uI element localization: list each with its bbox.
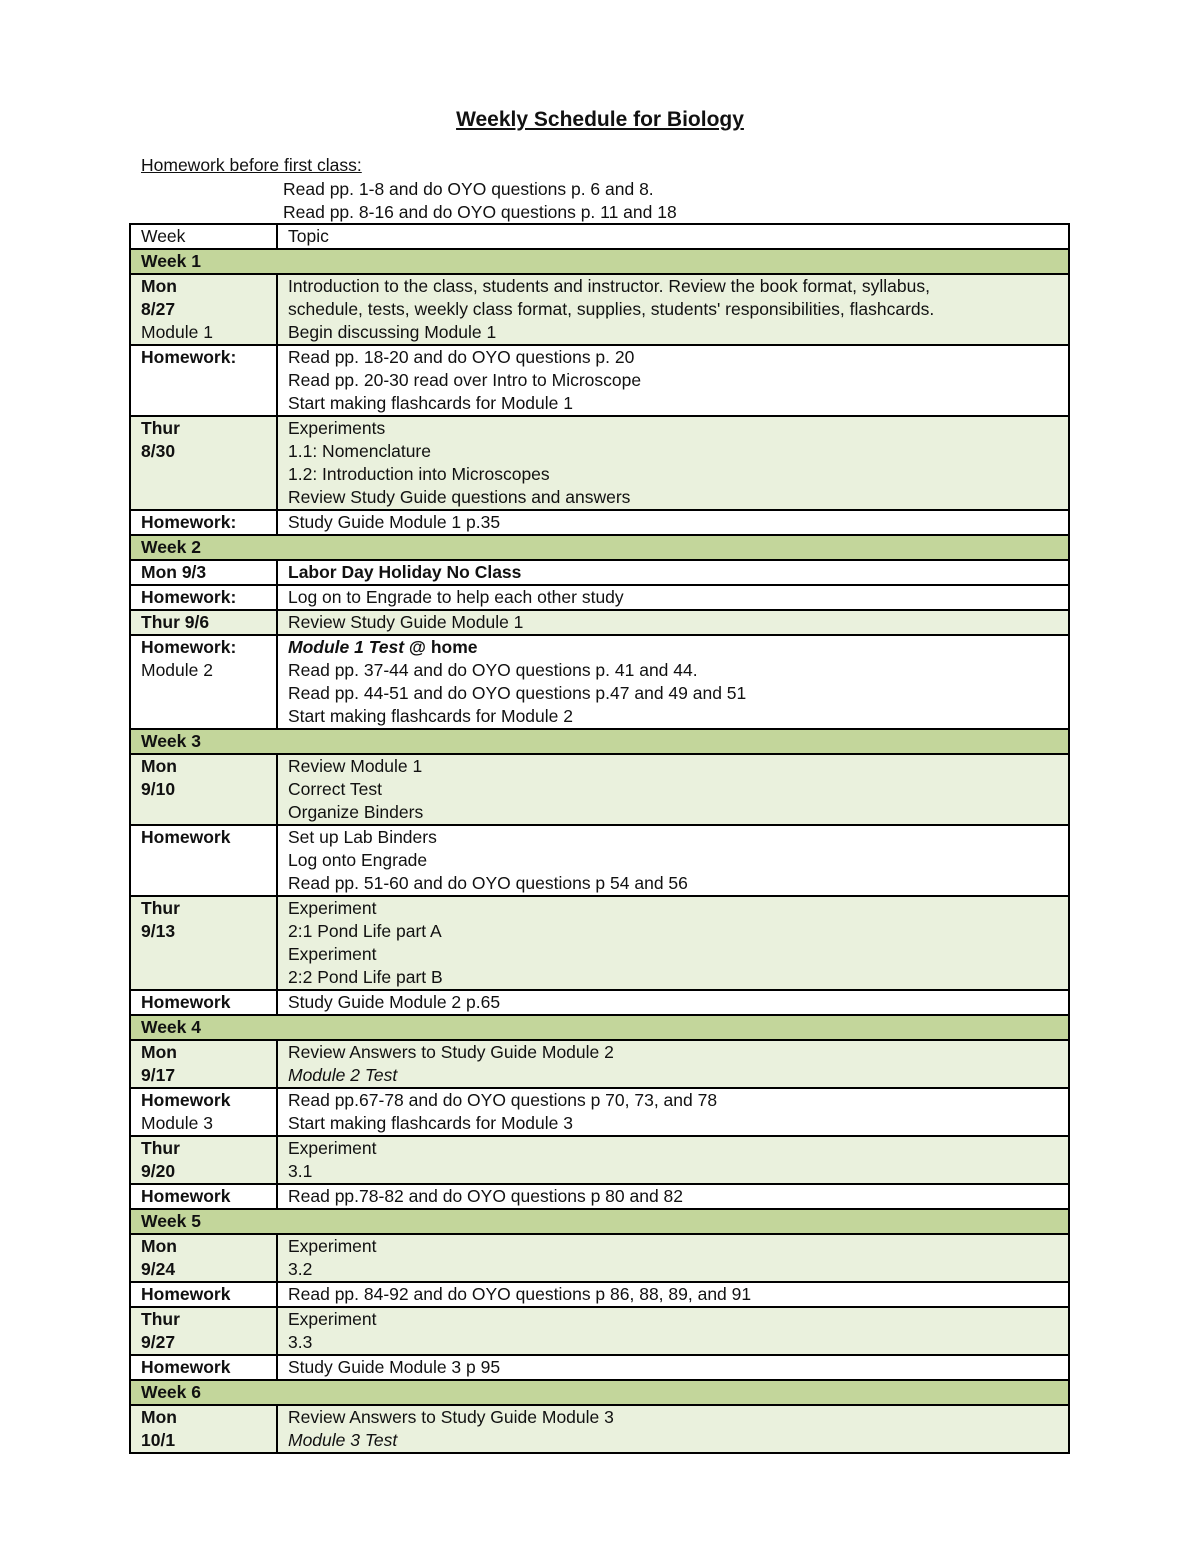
topic-cell-line: Experiment [288, 1138, 377, 1158]
day-cell-line: Mon [141, 1407, 177, 1427]
day-cell-line: Thur 9/6 [141, 612, 210, 632]
day-cell [130, 754, 277, 825]
topic-cell-line: schedule, tests, weekly class format, supplies, students' responsibilities, flashcards. [288, 299, 935, 319]
header-week: Week [130, 224, 277, 249]
day-cell-line: 9/20 [141, 1161, 176, 1181]
day-cell [130, 825, 277, 896]
week-label: Week 5 [130, 1209, 1069, 1234]
topic-cell [277, 1136, 1069, 1184]
week-label: Week 6 [130, 1380, 1069, 1405]
topic-cell-line: Log on to Engrade to help each other study [288, 587, 624, 607]
day-cell-line: Thur [141, 418, 180, 438]
week-label: Week 1 [130, 249, 1069, 274]
day-cell [130, 510, 277, 535]
topic-cell [277, 1282, 1069, 1307]
topic-cell-line: 2:1 Pond Life part A [288, 921, 442, 941]
week-header-row [130, 249, 1069, 274]
topic-cell-line: Set up Lab Binders [288, 827, 437, 847]
day-cell [130, 416, 277, 510]
table-row [130, 560, 1069, 585]
topic-cell [277, 510, 1069, 535]
topic-cell [277, 1234, 1069, 1282]
topic-cell-line: Introduction to the class, students and instructor. Review the book format, syllabus, [288, 276, 930, 296]
day-cell-line: Homework: [141, 637, 237, 657]
day-cell-line: 9/10 [141, 779, 176, 799]
day-cell [130, 610, 277, 635]
day-cell [130, 1040, 277, 1088]
day-cell-line: 9/17 [141, 1065, 176, 1085]
pre-homework-heading: Homework before first class: [141, 155, 362, 175]
day-cell [130, 1307, 277, 1355]
topic-cell-line: Log onto Engrade [288, 850, 428, 870]
topic-cell [277, 896, 1069, 990]
topic-cell-line: Read pp. 20-30 read over Intro to Microscope [288, 370, 642, 390]
topic-cell [277, 635, 1069, 729]
day-cell [130, 896, 277, 990]
topic-cell [277, 274, 1069, 345]
topic-cell [277, 754, 1069, 825]
pre-homework-lines [283, 178, 677, 224]
topic-cell-line: Read pp. 44-51 and do OYO questions p.47 and 49 and 51 [288, 683, 747, 703]
day-cell-line: Module 2 [141, 660, 213, 680]
pre-homework-line: Read pp. 1-8 and do OYO questions p. 6 and 8. [283, 179, 654, 199]
day-cell-line: Homework [141, 1090, 231, 1110]
table-row [130, 1234, 1069, 1282]
day-cell-line: Thur [141, 1309, 180, 1329]
topic-cell [277, 345, 1069, 416]
topic-cell-line: Experiment [288, 1236, 377, 1256]
week-header-row [130, 1380, 1069, 1405]
topic-cell-line: 1.1: Nomenclature [288, 441, 431, 461]
topic-cell-line: Module 3 Test [288, 1430, 398, 1450]
table-row [130, 1355, 1069, 1380]
topic-cell-line: Review Answers to Study Guide Module 2 [288, 1042, 614, 1062]
topic-cell [277, 416, 1069, 510]
week-label: Week 3 [130, 729, 1069, 754]
table-row [130, 1405, 1069, 1453]
topic-cell-line: Labor Day Holiday No Class [288, 562, 522, 582]
day-cell-line: Homework [141, 1186, 231, 1206]
day-cell [130, 1234, 277, 1282]
table-row [130, 585, 1069, 610]
table-row [130, 274, 1069, 345]
table-row [130, 1088, 1069, 1136]
topic-cell [277, 1355, 1069, 1380]
table-row [130, 610, 1069, 635]
day-cell-line: Homework [141, 1284, 231, 1304]
test-location: @ home [404, 637, 478, 657]
week-header-row [130, 535, 1069, 560]
day-cell-line: 8/30 [141, 441, 176, 461]
table-row [130, 825, 1069, 896]
day-cell [130, 1184, 277, 1209]
day-cell-line: Module 1 [141, 322, 213, 342]
table-row [130, 1040, 1069, 1088]
topic-cell [277, 825, 1069, 896]
topic-cell-line: Read pp.78-82 and do OYO questions p 80 and 82 [288, 1186, 684, 1206]
day-cell [130, 990, 277, 1015]
day-cell-line: Mon [141, 276, 177, 296]
topic-cell [277, 560, 1069, 585]
topic-cell-line: Study Guide Module 1 p.35 [288, 512, 501, 532]
day-cell [130, 560, 277, 585]
week-label: Week 4 [130, 1015, 1069, 1040]
day-cell [130, 274, 277, 345]
topic-cell-line: Read pp.67-78 and do OYO questions p 70, 73, and 78 [288, 1090, 718, 1110]
day-cell-line: Mon 9/3 [141, 562, 207, 582]
day-cell-line: 9/13 [141, 921, 176, 941]
day-cell [130, 585, 277, 610]
topic-cell-line: Begin discussing Module 1 [288, 322, 497, 342]
day-cell-line: 10/1 [141, 1430, 176, 1450]
topic-cell-line: Review Answers to Study Guide Module 3 [288, 1407, 614, 1427]
day-cell-line: Homework: [141, 347, 237, 367]
week-header-row [130, 1015, 1069, 1040]
topic-cell-line: Module 2 Test [288, 1065, 398, 1085]
topic-cell [277, 585, 1069, 610]
week-header-row [130, 729, 1069, 754]
topic-cell-line: Organize Binders [288, 802, 424, 822]
topic-cell-line [288, 636, 1068, 659]
day-cell-line: Mon [141, 1236, 177, 1256]
table-row [130, 416, 1069, 510]
topic-cell [277, 1088, 1069, 1136]
topic-cell-line: Read pp. 18-20 and do OYO questions p. 20 [288, 347, 635, 367]
topic-cell-line: 1.2: Introduction into Microscopes [288, 464, 550, 484]
day-cell-line: Homework [141, 992, 231, 1012]
day-cell-line: Thur [141, 898, 180, 918]
day-cell-line: Homework: [141, 512, 237, 532]
topic-cell [277, 1184, 1069, 1209]
day-cell-line: Homework [141, 1357, 231, 1377]
topic-cell-line: 3.3 [288, 1332, 313, 1352]
table-row [130, 635, 1069, 729]
day-cell-line: Homework [141, 827, 231, 847]
topic-cell-line: Experiment [288, 898, 377, 918]
day-cell-line: Mon [141, 1042, 177, 1062]
day-cell [130, 1355, 277, 1380]
table-row [130, 990, 1069, 1015]
day-cell-line: 8/27 [141, 299, 176, 319]
table-row [130, 1136, 1069, 1184]
topic-cell-line: Start making flashcards for Module 3 [288, 1113, 573, 1133]
table-row [130, 510, 1069, 535]
day-cell-line: Module 3 [141, 1113, 213, 1133]
week-header-row [130, 1209, 1069, 1234]
day-cell [130, 345, 277, 416]
topic-cell-line: Start making flashcards for Module 2 [288, 706, 573, 726]
topic-cell-line: Correct Test [288, 779, 383, 799]
table-row [130, 1282, 1069, 1307]
table-row [130, 1307, 1069, 1355]
table-row [130, 754, 1069, 825]
table-row [130, 345, 1069, 416]
day-cell [130, 1136, 277, 1184]
topic-cell-line: Review Study Guide Module 1 [288, 612, 524, 632]
day-cell [130, 1282, 277, 1307]
topic-cell-line: Read pp. 84-92 and do OYO questions p 86, 88, 89, and 91 [288, 1284, 752, 1304]
topic-cell [277, 1040, 1069, 1088]
pre-homework-line: Read pp. 8-16 and do OYO questions p. 11 and 18 [283, 202, 677, 222]
topic-cell [277, 1307, 1069, 1355]
topic-cell-line: Read pp. 51-60 and do OYO questions p 54 and 56 [288, 873, 688, 893]
day-cell-line: Thur [141, 1138, 180, 1158]
day-cell-line: 9/24 [141, 1259, 176, 1279]
topic-cell [277, 990, 1069, 1015]
topic-cell-line: Experiment [288, 944, 377, 964]
topic-cell-line: Review Module 1 [288, 756, 423, 776]
week-label: Week 2 [130, 535, 1069, 560]
topic-cell-line: 3.2 [288, 1259, 313, 1279]
day-cell-line: 9/27 [141, 1332, 176, 1352]
test-name: Module 1 Test [288, 637, 405, 657]
day-cell-line: Mon [141, 756, 177, 776]
table-row [130, 896, 1069, 990]
topic-cell-line: 2:2 Pond Life part B [288, 967, 443, 987]
topic-cell-line: Read pp. 37-44 and do OYO questions p. 41 and 44. [288, 660, 698, 680]
schedule-table [129, 223, 1070, 1454]
day-cell [130, 1405, 277, 1453]
topic-cell [277, 610, 1069, 635]
day-cell [130, 635, 277, 729]
topic-cell-line: 3.1 [288, 1161, 313, 1181]
topic-cell-line: Experiments [288, 418, 386, 438]
table-row [130, 1184, 1069, 1209]
topic-cell [277, 1405, 1069, 1453]
header-topic: Topic [277, 224, 1069, 249]
topic-cell-line: Experiment [288, 1309, 377, 1329]
topic-cell-line: Study Guide Module 2 p.65 [288, 992, 501, 1012]
day-cell [130, 1088, 277, 1136]
topic-cell-line: Study Guide Module 3 p 95 [288, 1357, 501, 1377]
topic-cell-line: Start making flashcards for Module 1 [288, 393, 573, 413]
table-header-row [130, 224, 1069, 249]
page-title: Weekly Schedule for Biology [456, 108, 744, 131]
topic-cell-line: Review Study Guide questions and answers [288, 487, 631, 507]
day-cell-line: Homework: [141, 587, 237, 607]
